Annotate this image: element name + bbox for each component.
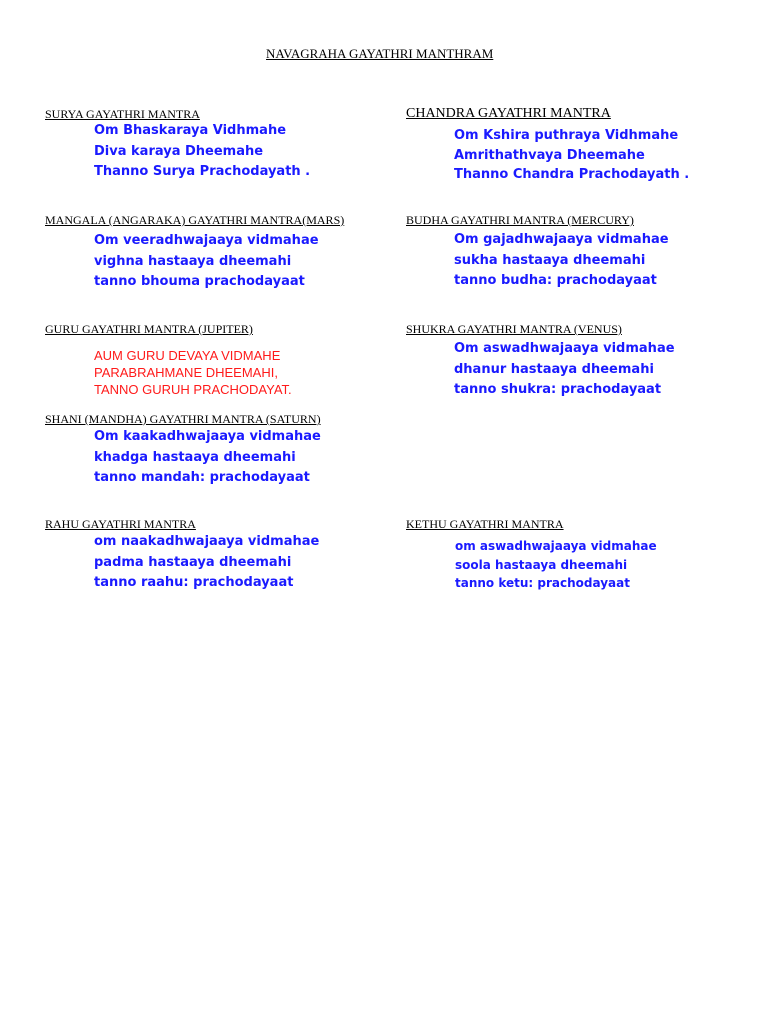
kethu-section bbox=[406, 517, 564, 532]
mangala-line-3: tanno bhouma prachodayaat bbox=[94, 274, 305, 289]
shani-line-1: Om kaakadhwajaaya vidmahae bbox=[94, 429, 321, 444]
budha-line-1: Om gajadhwajaaya vidmahae bbox=[454, 232, 669, 247]
shukra-line-3: tanno shukra: prachodayaat bbox=[454, 382, 662, 397]
shukra-heading: SHUKRA GAYATHRI MANTRA (VENUS) bbox=[406, 322, 622, 336]
guru-line-1: AUM GURU DEVAYA VIDMAHE bbox=[94, 348, 281, 363]
mangala-heading: MANGALA (ANGARAKA) GAYATHRI MANTRA(MARS) bbox=[45, 213, 345, 227]
chandra-line-3: Thanno Chandra Prachodayath . bbox=[454, 167, 690, 182]
shani-mantra bbox=[94, 427, 321, 489]
budha-heading: BUDHA GAYATHRI MANTRA (MERCURY) bbox=[406, 213, 634, 227]
surya-line-2: Diva karaya Dheemahe bbox=[94, 143, 264, 159]
budha-line-3: tanno budha: prachodayaat bbox=[454, 273, 657, 288]
rahu-line-1: om naakadhwajaaya vidmahae bbox=[94, 534, 320, 549]
surya-mantra bbox=[94, 121, 310, 183]
surya-line-3: Thanno Surya Prachodayath . bbox=[94, 164, 311, 179]
surya-section bbox=[45, 107, 200, 122]
rahu-line-2: padma hastaaya dheemahi bbox=[94, 554, 292, 570]
shukra-section bbox=[406, 322, 622, 337]
shani-line-2: khadga hastaaya dheemahi bbox=[94, 449, 296, 465]
document-title: NAVAGRAHA GAYATHRI MANTHRAM bbox=[266, 46, 494, 61]
chandra-mantra bbox=[454, 126, 689, 185]
shukra-line-1: Om aswadhwajaaya vidmahae bbox=[454, 341, 675, 356]
budha-line-2: sukha hastaaya dheemahi bbox=[454, 252, 646, 268]
guru-line-2: PARABRAHMANE DHEEMAHI, bbox=[94, 365, 278, 380]
rahu-mantra bbox=[94, 532, 319, 594]
shukra-mantra bbox=[454, 339, 675, 401]
surya-line-1: Om Bhaskaraya Vidhmahe bbox=[94, 123, 287, 138]
chandra-line-1: Om Kshira puthraya Vidhmahe bbox=[454, 128, 679, 143]
kethu-line-2: soola hastaaya dheemahi bbox=[455, 557, 628, 572]
guru-heading: GURU GAYATHRI MANTRA (JUPITER) bbox=[45, 322, 253, 336]
rahu-heading: RAHU GAYATHRI MANTRA bbox=[45, 517, 196, 531]
budha-mantra bbox=[454, 230, 669, 292]
kethu-line-1: om aswadhwajaaya vidmahae bbox=[455, 539, 657, 553]
chandra-line-2: Amrithathvaya Dheemahe bbox=[454, 147, 645, 163]
budha-section bbox=[406, 213, 634, 228]
chandra-heading: CHANDRA GAYATHRI MANTRA bbox=[406, 106, 611, 121]
rahu-section bbox=[45, 517, 196, 532]
mangala-section bbox=[45, 213, 344, 228]
guru-line-3: TANNO GURUH PRACHODAYAT. bbox=[94, 382, 292, 397]
mangala-line-2: vighna hastaaya dheemahi bbox=[94, 253, 292, 269]
chandra-section bbox=[406, 106, 611, 122]
kethu-line-3: tanno ketu: prachodayaat bbox=[455, 576, 630, 590]
kethu-mantra bbox=[455, 537, 657, 593]
guru-mantra bbox=[94, 347, 292, 398]
guru-section bbox=[45, 322, 253, 337]
rahu-line-3: tanno raahu: prachodayaat bbox=[94, 575, 294, 590]
mangala-line-1: Om veeradhwajaaya vidmahae bbox=[94, 233, 319, 248]
shani-heading: SHANI (MANDHA) GAYATHRI MANTRA (SATURN) bbox=[45, 412, 321, 426]
shukra-line-2: dhanur hastaaya dheemahi bbox=[454, 361, 654, 377]
shani-line-3: tanno mandah: prachodayaat bbox=[94, 470, 310, 485]
shani-section bbox=[45, 412, 321, 427]
kethu-heading: KETHU GAYATHRI MANTRA bbox=[406, 517, 564, 531]
surya-heading: SURYA GAYATHRI MANTRA bbox=[45, 107, 200, 121]
mangala-mantra bbox=[94, 231, 319, 293]
